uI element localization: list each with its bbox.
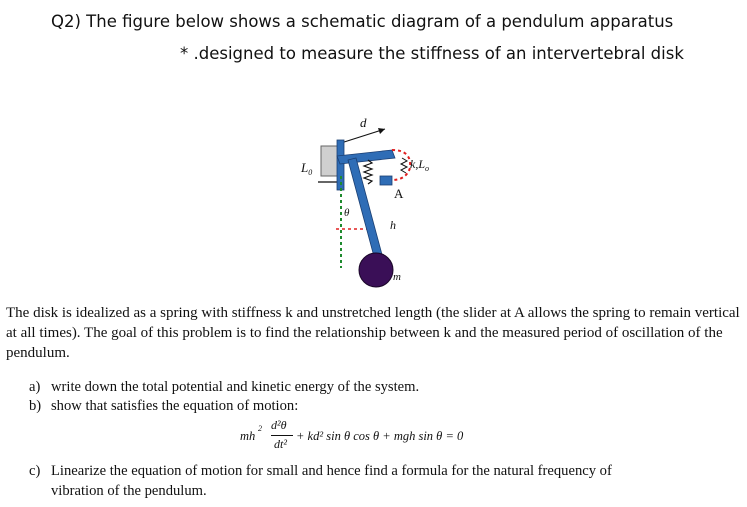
label-spring: $k,L_o$: [410, 157, 429, 173]
item-c-line2: vibration of the pendulum.: [51, 483, 207, 499]
item-c-label: c): [29, 463, 41, 479]
question-line-2: * .designed to measure the stiffness of an intervertebral disk: [180, 44, 684, 63]
label-L0: $L_0$: [301, 160, 313, 177]
eq-mh: mh: [240, 429, 256, 443]
item-a-text: write down the total potential and kinetic energy of the system.: [51, 379, 420, 395]
label-d: d: [360, 115, 367, 130]
item-b: [29, 398, 298, 415]
label-A: A: [394, 186, 404, 201]
red-dashed-arc: [392, 150, 410, 180]
label-m: m: [393, 271, 401, 283]
pendulum-bob: [359, 253, 393, 287]
question-line-1: Q2) The figure below shows a schematic diagram of a pendulum apparatus: [51, 12, 674, 31]
d-dimension-line: [341, 129, 385, 143]
spring: [364, 160, 372, 184]
slider-A: [380, 176, 392, 185]
eq-rest: + kd² sin θ cos θ + mgh sin θ = 0: [296, 429, 464, 443]
item-b-text: show that satisfies the equation of motion:: [51, 398, 299, 414]
eq-numerator: d²θ: [271, 418, 287, 432]
support-block-left: [321, 146, 339, 176]
spring-symbol: [401, 158, 407, 173]
item-c: [29, 463, 612, 480]
eq-fraction-bar: [271, 435, 293, 436]
eq-denominator: dt²: [274, 437, 287, 451]
item-a: [29, 379, 419, 396]
label-theta: θ: [344, 207, 350, 219]
d-arrowhead: [378, 128, 385, 134]
description-paragraph: The disk is idealized as a spring with stiffness k and unstretched length (the slider at A allows the spring to remain vertical at all times). The goal of this problem is to find the relationship between k and the measured period of oscillation of the pendulum.: [6, 305, 740, 361]
item-b-label: b): [29, 398, 42, 414]
horizontal-arm: [337, 150, 395, 164]
pendulum-rod: [348, 158, 384, 264]
item-c-line1: Linearize the equation of motion for small and hence find a formula for the natural frequency of: [51, 463, 612, 479]
label-h: h: [390, 218, 396, 232]
item-a-label: a): [29, 379, 41, 395]
eq-mh-square: 2: [258, 424, 262, 433]
